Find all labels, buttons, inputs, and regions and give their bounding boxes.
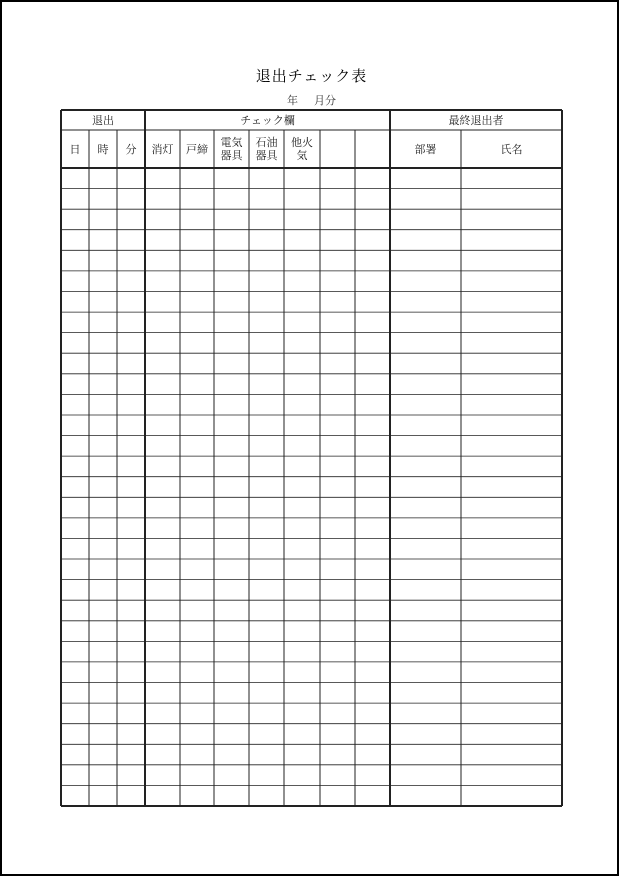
header-check: チェック欄 (240, 113, 295, 127)
table-row[interactable] (61, 456, 562, 477)
table-row[interactable] (61, 662, 562, 683)
col-electric-line2: 器具 (220, 149, 243, 162)
month-label: 月分 (314, 94, 336, 107)
table-row[interactable] (61, 312, 562, 333)
table-row[interactable] (61, 374, 562, 395)
table-row[interactable] (61, 415, 562, 436)
col-other-fire-line1: 他火 (291, 136, 313, 149)
col-blank-1 (320, 130, 355, 168)
col-oil-line1: 石油 (255, 136, 278, 149)
year-label: 年 (287, 94, 298, 107)
table-row[interactable] (61, 271, 562, 292)
table-row[interactable] (61, 209, 562, 230)
col-oil-appliances (249, 130, 284, 168)
table-row[interactable] (61, 785, 562, 806)
table-row[interactable] (61, 477, 562, 498)
table-row[interactable] (61, 353, 562, 374)
table-row[interactable] (61, 580, 562, 601)
table-row[interactable] (61, 641, 562, 662)
col-name: 氏名 (500, 142, 523, 156)
table-row[interactable] (61, 600, 562, 621)
col-lights-off: 消灯 (151, 142, 174, 156)
table-row[interactable] (61, 621, 562, 642)
table-row[interactable] (61, 518, 562, 539)
header-exit: 退出 (92, 113, 114, 127)
table-row[interactable] (61, 291, 562, 312)
table-row[interactable] (61, 250, 562, 271)
col-department: 部署 (414, 142, 437, 156)
col-minute: 分 (125, 142, 137, 156)
col-other-fire-line2: 気 (296, 149, 308, 162)
table-row[interactable] (61, 703, 562, 724)
col-oil-line2: 器具 (255, 149, 278, 162)
col-electric-line1: 電気 (220, 136, 243, 149)
table-row[interactable] (61, 497, 562, 518)
document-title: 退出チェック表 (255, 67, 368, 85)
table-row[interactable] (61, 744, 562, 765)
table-row[interactable] (61, 168, 562, 189)
table-row[interactable] (61, 333, 562, 354)
table-row[interactable] (61, 230, 562, 251)
col-blank-2 (355, 130, 390, 168)
table-row[interactable] (61, 765, 562, 786)
header-last-person: 最終退出者 (448, 113, 504, 127)
col-day: 日 (69, 142, 81, 156)
table-row[interactable] (61, 394, 562, 415)
table-row[interactable] (61, 683, 562, 704)
col-hour: 時 (97, 142, 109, 156)
table-row[interactable] (61, 189, 562, 210)
table-row[interactable] (61, 724, 562, 745)
table-row[interactable] (61, 559, 562, 580)
col-other-fire (284, 130, 320, 168)
table-row[interactable] (61, 436, 562, 457)
table-row[interactable] (61, 538, 562, 559)
col-door-lock: 戸締 (186, 142, 208, 156)
col-electric-appliances (214, 130, 249, 168)
